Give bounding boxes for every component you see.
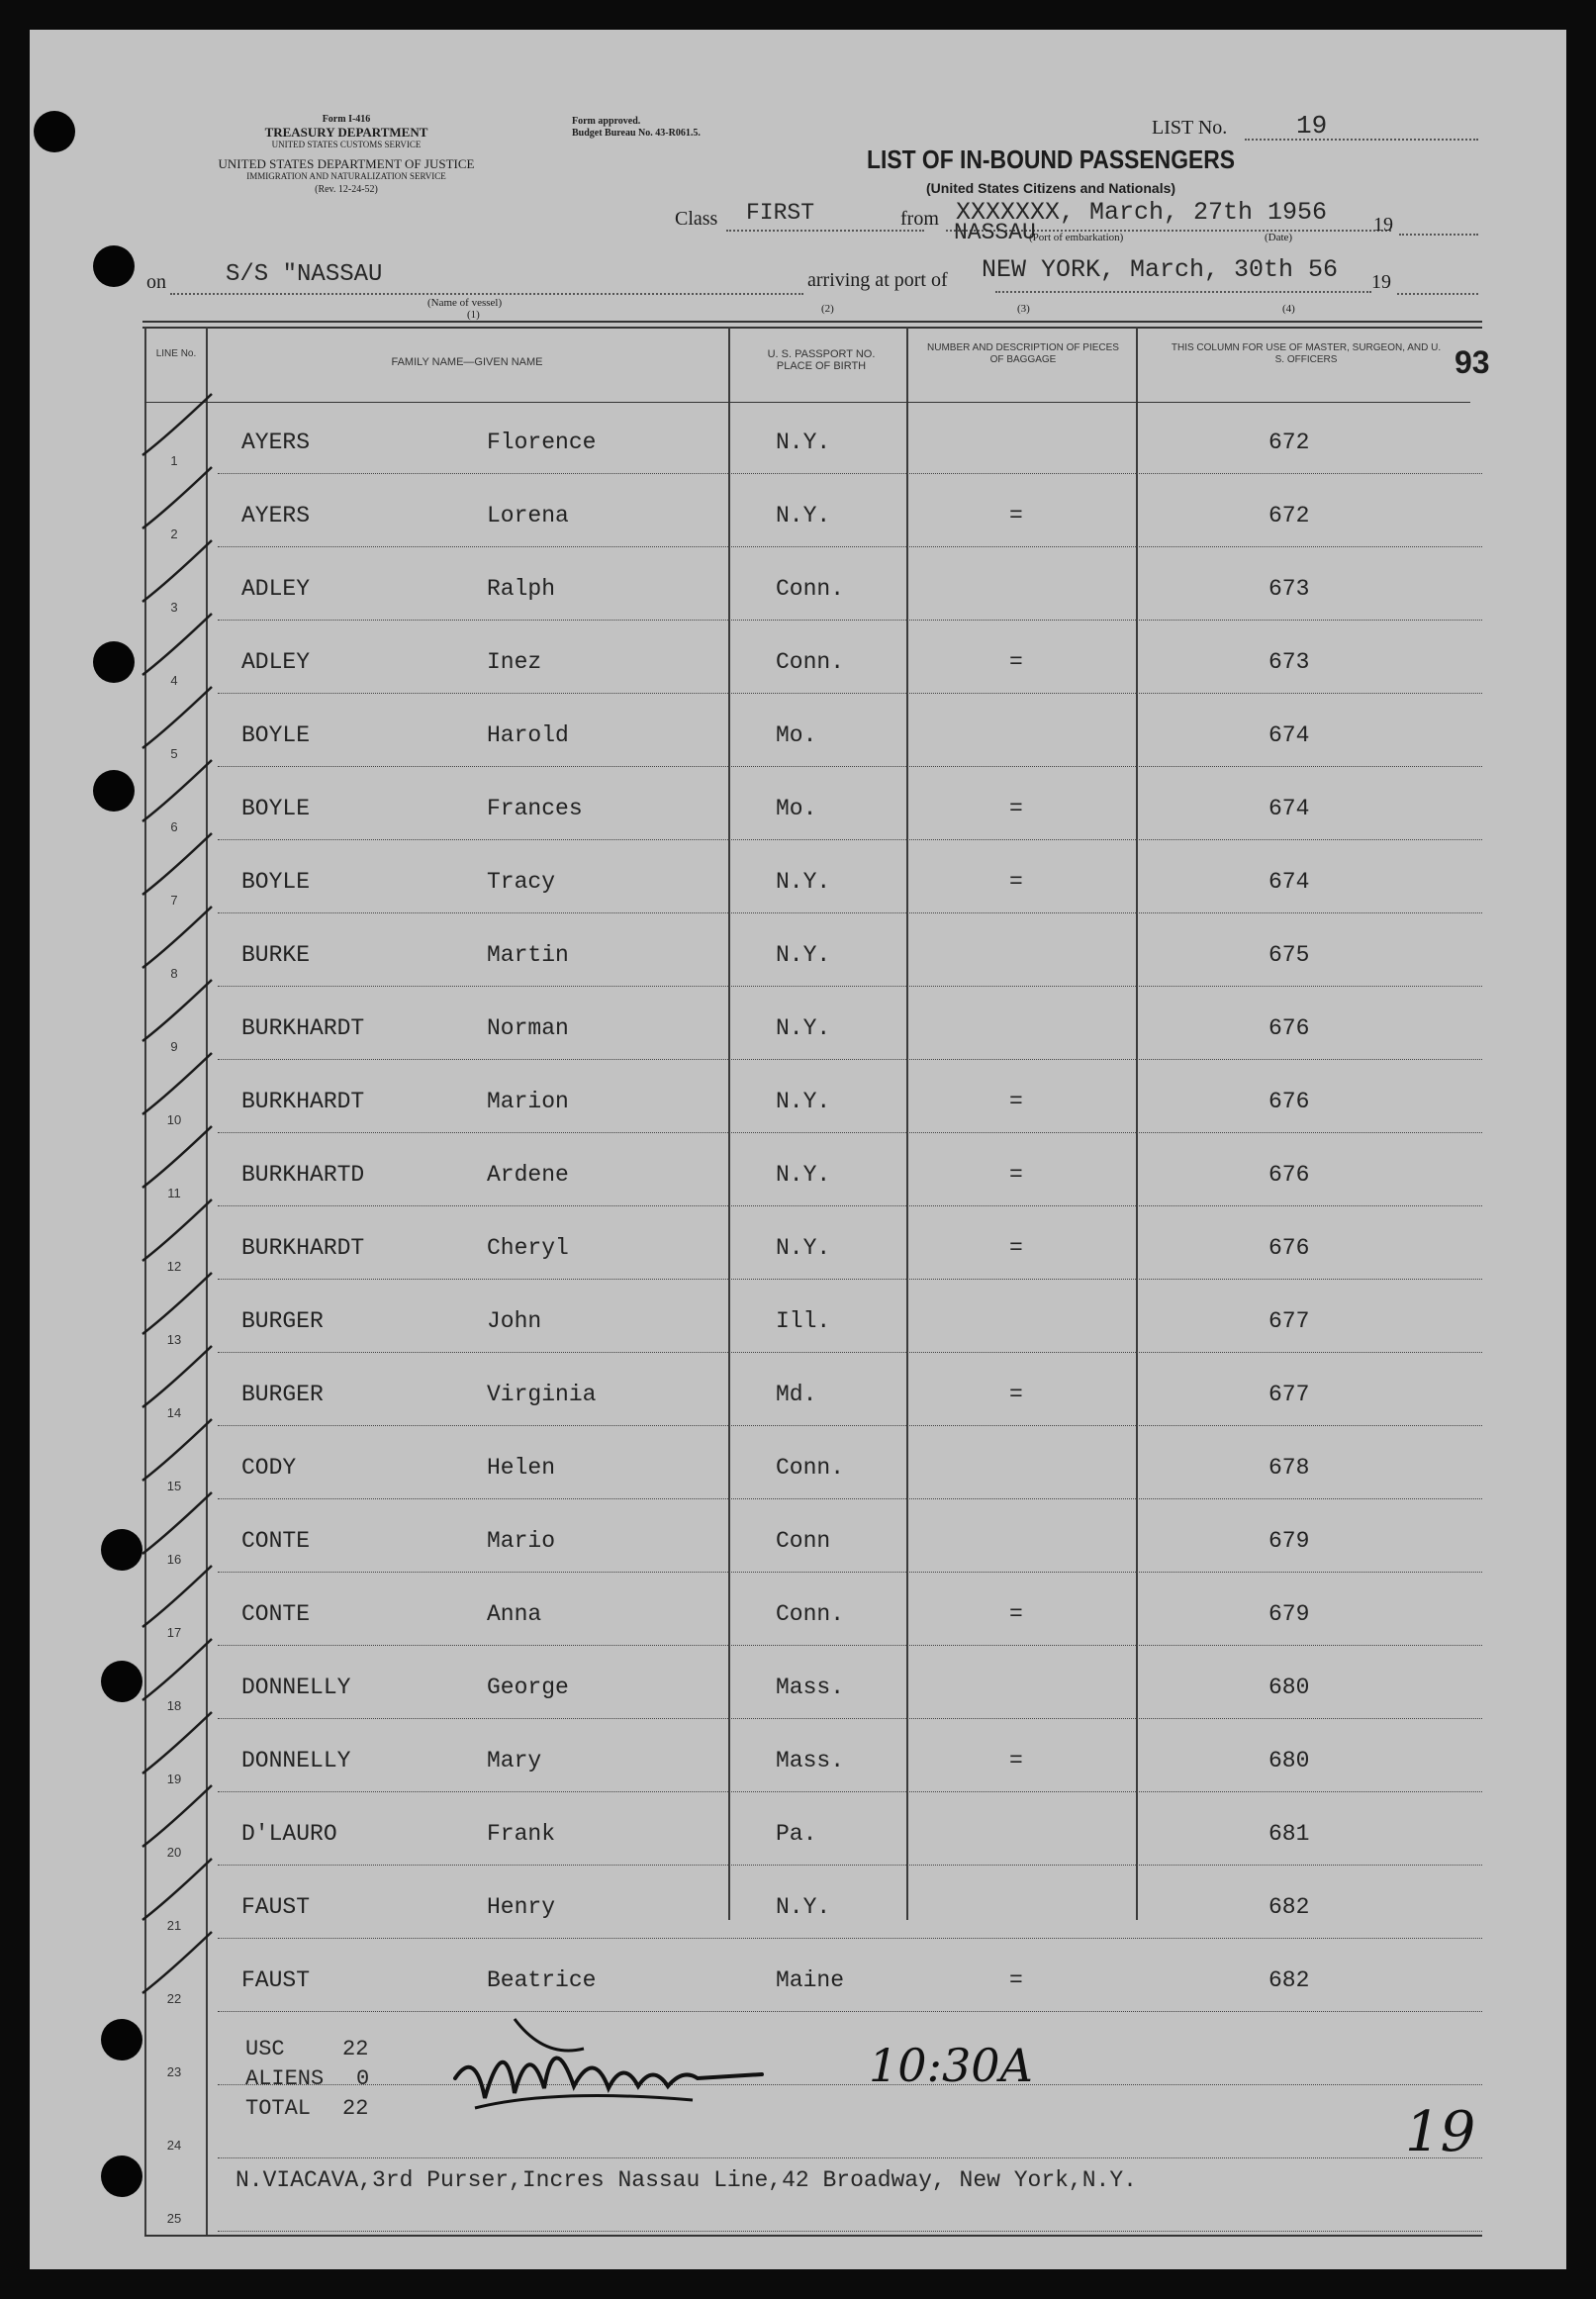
row-separator (218, 1498, 1482, 1499)
baggage-count: = (1009, 1601, 1023, 1627)
family-name: BURKHARTD (241, 1162, 365, 1188)
line-number: 24 (166, 2138, 182, 2153)
officer-number: 673 (1268, 649, 1310, 675)
row-separator (218, 1572, 1482, 1573)
col-4-number: (4) (1282, 303, 1295, 315)
given-name: Florence (487, 430, 597, 455)
baggage-count: = (1009, 1089, 1023, 1114)
handwritten-time: 10:30A (869, 2039, 1033, 2092)
line-number: 4 (170, 673, 178, 688)
punch-hole-2 (93, 245, 135, 287)
given-name: Ralph (487, 576, 556, 602)
usc-count: 22 (342, 2037, 369, 2061)
punch-hole-7 (101, 2019, 142, 2060)
place-of-birth: Mo. (776, 796, 817, 821)
row-separator (218, 912, 1482, 913)
given-name: Norman (487, 1015, 569, 1041)
officer-number: 676 (1268, 1089, 1310, 1114)
place-of-birth: Maine (776, 1967, 845, 1993)
given-name: Frances (487, 796, 583, 821)
manifest-title: LIST OF IN-BOUND PASSENGERS (867, 144, 1236, 174)
family-name: BOYLE (241, 722, 311, 748)
dept-justice-sub: IMMIGRATION AND NATURALIZATION SERVICE (246, 171, 446, 181)
family-name: FAUST (241, 1894, 311, 1920)
total-count: 22 (342, 2096, 369, 2121)
row-separator (218, 1425, 1482, 1426)
family-name: AYERS (241, 430, 311, 455)
col-3-number: (3) (1017, 303, 1030, 315)
officer-number: 672 (1268, 503, 1310, 528)
year-prefix-2: 19 (1371, 271, 1391, 293)
line-number: 12 (166, 1259, 182, 1274)
col-header-line-no: LINE No. (155, 348, 197, 359)
row-separator (218, 620, 1482, 621)
place-of-birth: N.Y. (776, 869, 831, 895)
date-caption: (Date) (1265, 232, 1293, 243)
given-name: Cheryl (487, 1235, 569, 1261)
line-number: 25 (166, 2211, 182, 2226)
baggage-count: = (1009, 503, 1023, 528)
row-separator (218, 1132, 1482, 1133)
list-number-label: LIST No. (1152, 117, 1228, 139)
family-name: BURKHARDT (241, 1089, 365, 1114)
officer-number: 677 (1268, 1308, 1310, 1334)
place-of-birth: Conn (776, 1528, 831, 1554)
punch-hole-4 (93, 770, 135, 812)
family-name: BURGER (241, 1382, 324, 1407)
place-of-birth: Conn. (776, 576, 845, 602)
baggage-count: = (1009, 1748, 1023, 1773)
line-number: 1 (170, 453, 178, 468)
given-name: Martin (487, 942, 569, 968)
budget-bureau: Budget Bureau No. 43-R061.5. (572, 128, 701, 139)
aliens-count: 0 (356, 2066, 370, 2091)
given-name: Tracy (487, 869, 556, 895)
row-separator (218, 766, 1482, 767)
given-name: Anna (487, 1601, 542, 1627)
vessel-caption: (Name of vessel) (427, 297, 503, 309)
line-number: 22 (166, 1991, 182, 2006)
given-name: Lorena (487, 503, 569, 528)
given-name: Mary (487, 1748, 542, 1773)
manifest-page (30, 30, 1566, 2269)
line-number: 2 (170, 527, 178, 541)
row-separator (218, 1279, 1482, 1280)
family-name: BURGER (241, 1308, 324, 1334)
family-name: CODY (241, 1455, 297, 1481)
line-number: 13 (166, 1332, 182, 1347)
family-name: DONNELLY (241, 1675, 351, 1700)
place-of-birth: Md. (776, 1382, 817, 1407)
place-of-birth: N.Y. (776, 1162, 831, 1188)
officer-number: 676 (1268, 1162, 1310, 1188)
form-revision: (Rev. 12-24-52) (315, 184, 378, 195)
punch-hole-5 (101, 1529, 142, 1571)
row-separator (218, 1205, 1482, 1206)
line-number: 6 (170, 819, 178, 834)
port-embark-caption: (Port of embarkation) (1029, 232, 1124, 243)
row-separator (218, 2231, 1482, 2232)
list-number: 19 (1296, 111, 1328, 141)
row-separator (218, 1865, 1482, 1866)
place-of-birth: Conn. (776, 649, 845, 675)
year-prefix: 19 (1373, 214, 1393, 236)
given-name: John (487, 1308, 542, 1334)
family-name: DONNELLY (241, 1748, 351, 1773)
officer-number: 676 (1268, 1015, 1310, 1041)
officer-number: 682 (1268, 1894, 1310, 1920)
family-name: CONTE (241, 1601, 311, 1627)
family-name: BOYLE (241, 796, 311, 821)
line-number: 19 (166, 1772, 182, 1786)
punch-hole-6 (101, 1661, 142, 1702)
family-name: FAUST (241, 1967, 311, 1993)
dept-justice: UNITED STATES DEPARTMENT OF JUSTICE (218, 156, 475, 171)
arriving-value: NEW YORK, March, 30th 56 (982, 255, 1339, 284)
baggage-count: = (1009, 649, 1023, 675)
place-of-birth: Mass. (776, 1748, 845, 1773)
line-number: 14 (166, 1405, 182, 1420)
row-separator (218, 1718, 1482, 1719)
officer-number: 674 (1268, 796, 1310, 821)
row-separator (218, 1352, 1482, 1353)
family-name: BURKE (241, 942, 311, 968)
place-of-birth: Mo. (776, 722, 817, 748)
given-name: Beatrice (487, 1967, 597, 1993)
row-separator (218, 1938, 1482, 1939)
page-number: 93 (1455, 344, 1490, 380)
officer-number: 678 (1268, 1455, 1310, 1481)
row-separator (218, 693, 1482, 694)
place-of-birth: Mass. (776, 1675, 845, 1700)
officer-number: 681 (1268, 1821, 1310, 1847)
line-number: 15 (166, 1479, 182, 1493)
col-header-baggage: NUMBER AND DESCRIPTION OF PIECES OF BAGGAGE (927, 342, 1119, 365)
line-number: 18 (166, 1698, 182, 1713)
given-name: Ardene (487, 1162, 569, 1188)
family-name: AYERS (241, 503, 311, 528)
officer-number: 680 (1268, 1675, 1310, 1700)
line-number: 16 (166, 1552, 182, 1567)
officer-number: 674 (1268, 869, 1310, 895)
form-number: Form I-416 (322, 114, 371, 125)
usc-label: USC (245, 2037, 285, 2061)
baggage-count: = (1009, 1235, 1023, 1261)
line-number: 11 (167, 1186, 181, 1200)
given-name: Henry (487, 1894, 556, 1920)
given-name: Helen (487, 1455, 556, 1481)
line-number: 17 (166, 1625, 182, 1640)
family-name: BURKHARDT (241, 1015, 365, 1041)
col-2-number: (2) (821, 303, 834, 315)
row-separator (218, 1645, 1482, 1646)
officer-number: 673 (1268, 576, 1310, 602)
officer-number: 675 (1268, 942, 1310, 968)
place-of-birth: Conn. (776, 1455, 845, 1481)
line-number: 8 (170, 966, 178, 981)
row-separator (218, 2157, 1482, 2158)
baggage-count: = (1009, 1967, 1023, 1993)
line-number: 9 (170, 1039, 178, 1054)
given-name: Mario (487, 1528, 556, 1554)
line-number: 3 (170, 600, 178, 615)
family-name: BURKHARDT (241, 1235, 365, 1261)
given-name: Inez (487, 649, 542, 675)
given-name: Virginia (487, 1382, 597, 1407)
place-of-birth: N.Y. (776, 942, 831, 968)
officer-number: 680 (1268, 1748, 1310, 1773)
from-label: from (900, 208, 939, 230)
place-of-birth: Ill. (776, 1308, 831, 1334)
line-number: 23 (166, 2064, 182, 2079)
officer-number: 679 (1268, 1528, 1310, 1554)
place-of-birth: N.Y. (776, 1894, 831, 1920)
dept-treasury: TREASURY DEPARTMENT (264, 125, 428, 140)
col-header-officers: THIS COLUMN FOR USE OF MASTER, SURGEON, AND U. S. OFFICERS (1171, 342, 1442, 365)
baggage-count: = (1009, 869, 1023, 895)
from-port: NASSAU (954, 220, 1036, 245)
manifest-subtitle: (United States Citizens and Nationals) (926, 180, 1176, 196)
punch-hole-3 (93, 641, 135, 683)
total-label: TOTAL (245, 2096, 312, 2121)
line-number: 10 (166, 1112, 182, 1127)
row-separator (218, 986, 1482, 987)
family-name: D'LAURO (241, 1821, 337, 1847)
class-label: Class (675, 208, 718, 230)
on-label: on (146, 271, 166, 293)
from-value: XXXXXXX, March, 27th 1956 (956, 198, 1328, 227)
family-name: CONTE (241, 1528, 311, 1554)
line-number: 5 (170, 746, 178, 761)
arriving-label: arriving at port of (807, 269, 948, 291)
given-name: Frank (487, 1821, 556, 1847)
row-separator (218, 1791, 1482, 1792)
punch-hole-1 (34, 111, 75, 152)
place-of-birth: N.Y. (776, 430, 831, 455)
row-separator (218, 473, 1482, 474)
class-value: FIRST (746, 200, 815, 226)
row-separator (218, 546, 1482, 547)
officer-number: 679 (1268, 1601, 1310, 1627)
form-header-left (139, 113, 554, 196)
place-of-birth: N.Y. (776, 1235, 831, 1261)
punch-hole-8 (101, 2155, 142, 2197)
line-number: 7 (170, 893, 178, 908)
baggage-count: = (1009, 1162, 1023, 1188)
col-1-number: (1) (467, 309, 480, 321)
line-number: 21 (166, 1918, 182, 1933)
place-of-birth: N.Y. (776, 1015, 831, 1041)
officer-number: 682 (1268, 1967, 1310, 1993)
margin-note: 19 (1405, 2100, 1476, 2164)
row-separator (218, 839, 1482, 840)
form-approved: Form approved. (572, 116, 641, 127)
family-name: BOYLE (241, 869, 311, 895)
aliens-label: ALIENS (245, 2066, 325, 2091)
place-of-birth: Pa. (776, 1821, 817, 1847)
given-name: Harold (487, 722, 569, 748)
officer-number: 672 (1268, 430, 1310, 455)
row-separator (218, 1059, 1482, 1060)
purser-line: N.VIACAVA,3rd Purser,Incres Nassau Line,42 Broadway, New York,N.Y. (235, 2167, 1137, 2193)
dept-treasury-sub: UNITED STATES CUSTOMS SERVICE (271, 140, 422, 149)
place-of-birth: N.Y. (776, 1089, 831, 1114)
place-of-birth: Conn. (776, 1601, 845, 1627)
col-header-passport: U. S. PASSPORT NO. PLACE OF BIRTH (767, 348, 876, 372)
place-of-birth: N.Y. (776, 503, 831, 528)
baggage-count: = (1009, 796, 1023, 821)
officer-number: 676 (1268, 1235, 1310, 1261)
family-name: ADLEY (241, 649, 311, 675)
officer-number: 674 (1268, 722, 1310, 748)
baggage-count: = (1009, 1382, 1023, 1407)
officer-number: 677 (1268, 1382, 1310, 1407)
col-header-name: FAMILY NAME—GIVEN NAME (391, 356, 543, 368)
given-name: George (487, 1675, 569, 1700)
handwritten-signature (435, 2009, 851, 2118)
line-number: 20 (166, 1845, 182, 1860)
vessel-name: S/S "NASSAU (226, 261, 383, 288)
family-name: ADLEY (241, 576, 311, 602)
given-name: Marion (487, 1089, 569, 1114)
